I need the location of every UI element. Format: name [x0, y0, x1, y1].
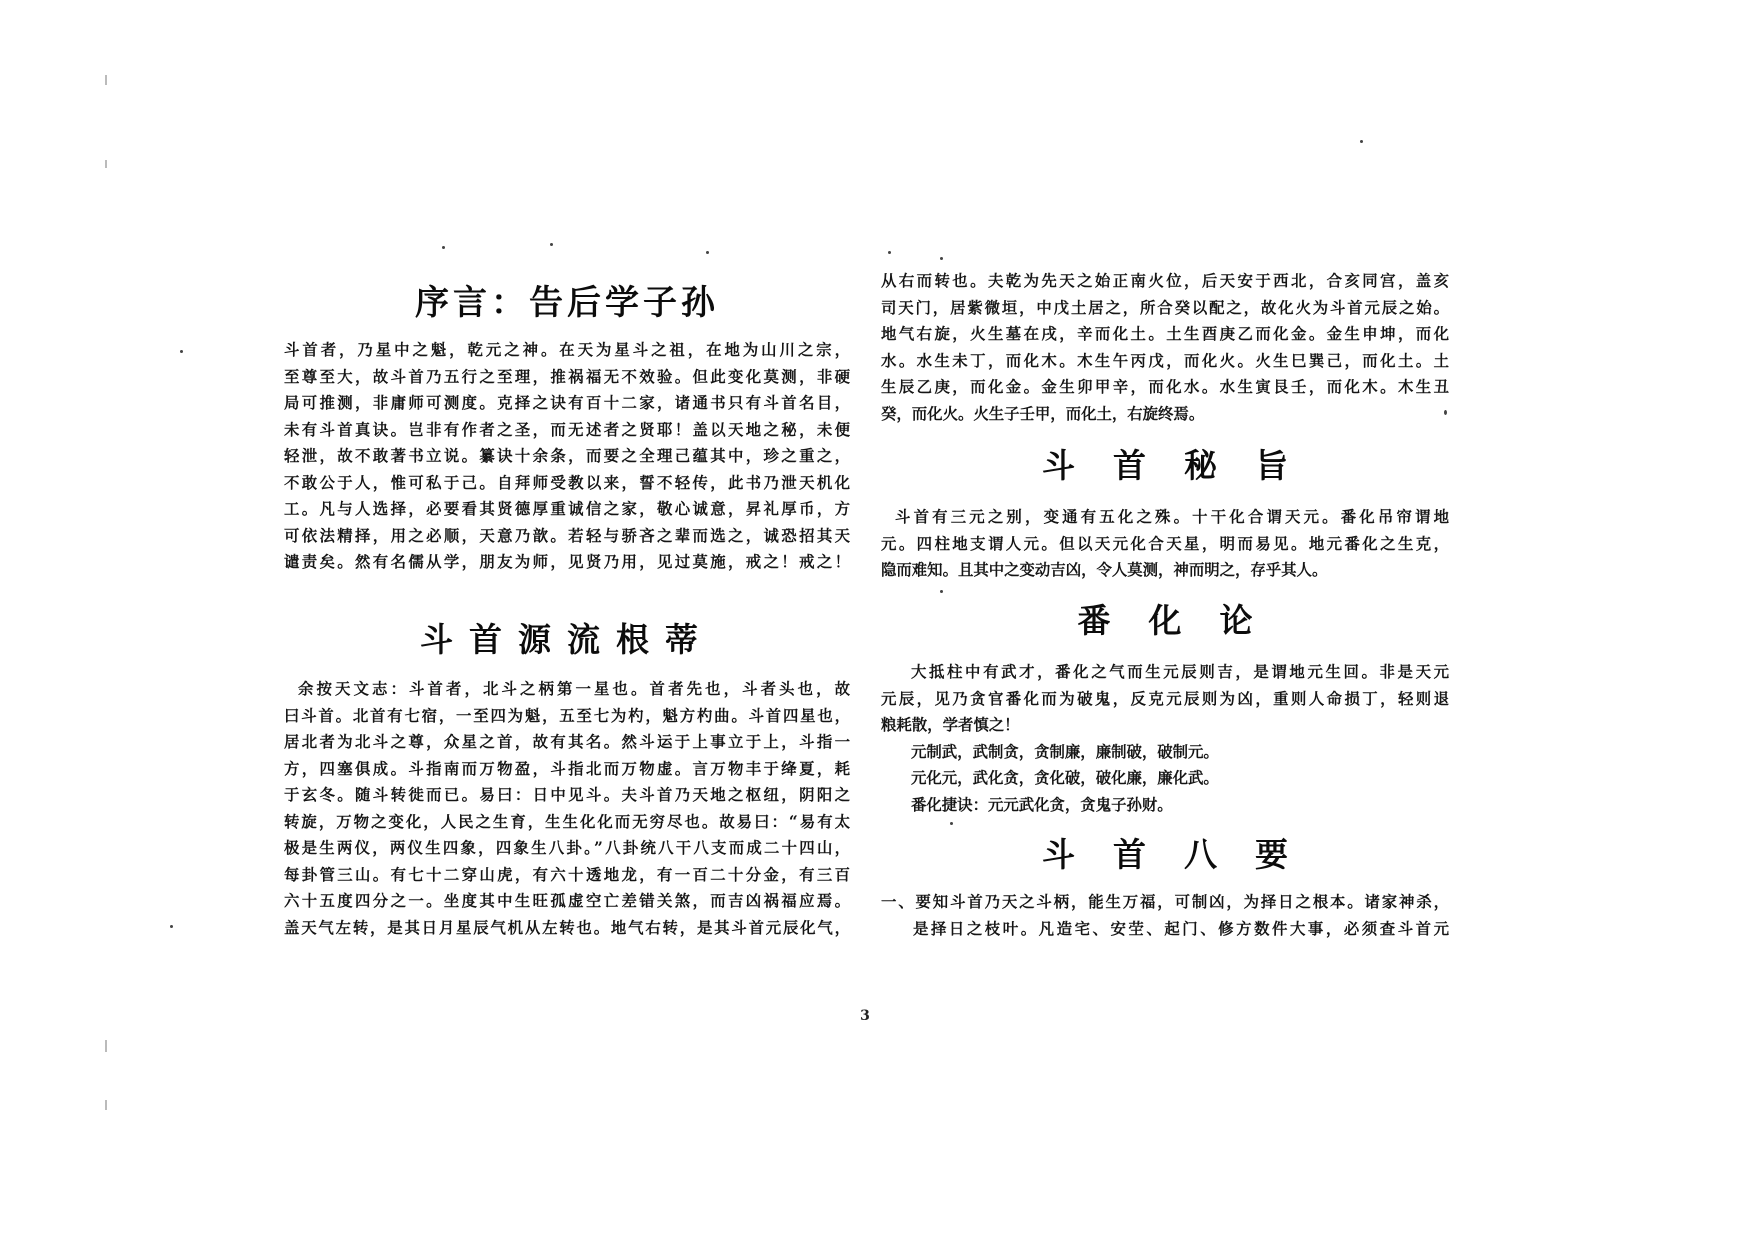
page-number: 3 — [860, 1008, 870, 1024]
secret-paragraph — [881, 504, 1449, 584]
scan-speck — [550, 243, 553, 246]
text-line: 方，四塞俱成。斗指南而万物盈，斗指北而万物虚。言万物丰于绛夏，耗 — [284, 759, 850, 778]
text-line: 从右而转也。夫乾为先天之始正南火位，后天安于西北，合亥同宫，盖亥 — [881, 272, 1449, 290]
text-line: 转旋，万物之变化，人民之生育，生生化化而无穷尽也。故易曰：“易有太 — [284, 812, 850, 831]
text-line: 曰斗首。北首有七宿，一至四为魁，五至七为杓，魁方杓曲。斗首四星也， — [284, 706, 850, 725]
scan-speck — [170, 925, 173, 928]
continuation-paragraph — [881, 268, 1449, 427]
text-line: 番化捷诀：元元武化贪，贪鬼子孙财。 — [911, 795, 1173, 814]
text-line: 居北者为北斗之尊，众星之首，故有其名。然斗运于上事立于上，斗指一 — [284, 733, 850, 751]
text-line: 不敢公于人，惟可私于己。自拜师受教以来，誓不轻传，此书乃泄天机化 — [284, 473, 850, 492]
text-line: 元。四柱地支谓人元。但以天元化合天星，明而易见。地元番化之生克， — [881, 534, 1449, 553]
preface-paragraph — [284, 337, 850, 576]
text-line: 斗首者，乃星中之魁，乾元之神。在天为星斗之祖，在地为山川之宗， — [284, 341, 850, 359]
scan-speck — [940, 257, 943, 260]
text-line: 局可推测，非庸师可测度。克择之诀有百十二家，诸通书只有斗首名目， — [284, 394, 850, 412]
scan-speck — [442, 246, 445, 249]
scan-edge-mark — [105, 75, 107, 85]
text-line: 大抵柱中有武才，番化之气而生元辰则吉，是谓地元生回。非是天元 — [911, 663, 1449, 681]
fanhua-paragraph — [881, 659, 1449, 818]
eight-title: 斗首八要 — [1042, 835, 1326, 874]
eight-paragraph — [881, 889, 1449, 942]
fanhua-title: 番化论 — [1077, 601, 1291, 640]
text-line: 轻泄，故不敢著书立说。纂诀十余条，而要之全理己蕴其中，珍之重之， — [284, 447, 850, 465]
origin-paragraph — [284, 676, 850, 941]
preface-title: 序言：告后学子孙 — [415, 283, 719, 323]
text-line: 癸，而化火。火生子壬甲，而化土，右旋终焉。 — [881, 404, 1205, 423]
text-line: 可依法精择，用之必顺，天意乃歆。若轻与骄吝之辈而选之，诚恐招其天 — [284, 526, 850, 545]
text-line: 司天门，居紫微垣，中戊土居之，所合癸以配之，故化火为斗首元辰之始。 — [881, 298, 1449, 317]
scan-speck — [888, 251, 891, 254]
scan-speck — [1360, 140, 1363, 143]
scan-edge-mark — [105, 1100, 107, 1110]
text-line: 谴责矣。然有名儒从学，朋友为师，见贤乃用，见过莫施，戒之！戒之！ — [284, 553, 850, 571]
text-line: 六十五度四分之一。坐度其中生旺孤虚空亡差错关煞，而吉凶祸福应焉。 — [284, 892, 850, 910]
text-line: 地气右旋，火生墓在戌，辛而化土。土生酉庚乙而化金。金生申坤，而化 — [881, 325, 1449, 343]
origin-title: 斗首源流根蒂 — [420, 620, 714, 659]
text-line: 隐而难知。且其中之变动吉凶，令人莫测，神而明之，存乎其人。 — [881, 561, 1328, 579]
text-line: 元制武，武制贪，贪制廉，廉制破，破制元。 — [911, 742, 1219, 761]
text-line: 至尊至大，故斗首乃五行之至理，推祸福无不效验。但此变化莫测，非硬 — [284, 367, 850, 386]
scan-speck — [706, 251, 709, 254]
text-line: 工。凡与人选择，必要看其贤德厚重诚信之家，敬心诚意，昇礼厚币，方 — [284, 500, 850, 518]
text-line: 粮耗散，学者慎之！ — [881, 716, 1020, 734]
scan-edge-mark — [105, 160, 107, 168]
scan-speck — [940, 590, 943, 593]
text-line: 水。水生未丁，而化木。木生午丙戊，而化火。火生巳巽己，而化土。土 — [881, 351, 1449, 370]
text-line: 余按天文志：斗首者，北斗之柄第一星也。首者先也，斗者头也，故 — [298, 680, 850, 698]
scan-speck — [950, 822, 953, 825]
scan-edge-mark — [105, 1040, 107, 1052]
text-line: 未有斗首真诀。岂非有作者之圣，而无述者之贤耶！盖以天地之秘，未便 — [284, 420, 850, 439]
text-line: 斗首有三元之别，变通有五化之殊。十干化合谓天元。番化吊帘谓地 — [895, 508, 1449, 526]
text-line: 极是生两仪，两仪生四象，四象生八卦。”八卦统八干八支而成二十四山， — [284, 839, 850, 857]
text-line: 元化元，武化贪，贪化破，破化廉，廉化武。 — [911, 769, 1219, 787]
secret-title: 斗首秘旨 — [1042, 446, 1326, 485]
text-line: 盖天气左转，是其日月星辰气机从左转也。地气右转，是其斗首元辰化气， — [284, 918, 850, 937]
text-line: 每卦管三山。有七十二穿山虎，有六十透地龙，有一百二十分金，有三百 — [284, 865, 850, 884]
scan-speck — [180, 350, 183, 353]
text-line: 元辰，见乃贪官番化而为破鬼，反克元辰则为凶，重则人命损丁，轻则退 — [881, 689, 1449, 708]
text-line: 生辰乙庚，而化金。金生卯甲辛，而化水。水生寅艮壬，而化木。木生丑 — [881, 378, 1449, 396]
text-line: 于玄冬。随斗转徙而已。易曰：日中见斗。夫斗首乃天地之枢纽，阴阳之 — [284, 786, 850, 804]
text-line: 是择日之枝叶。凡造宅、安茔、起门、修方数件大事，必须查斗首元 — [913, 919, 1449, 938]
text-line: 一、要知斗首乃天之斗柄，能生万福，可制凶，为择日之根本。诸家神杀， — [881, 893, 1449, 911]
